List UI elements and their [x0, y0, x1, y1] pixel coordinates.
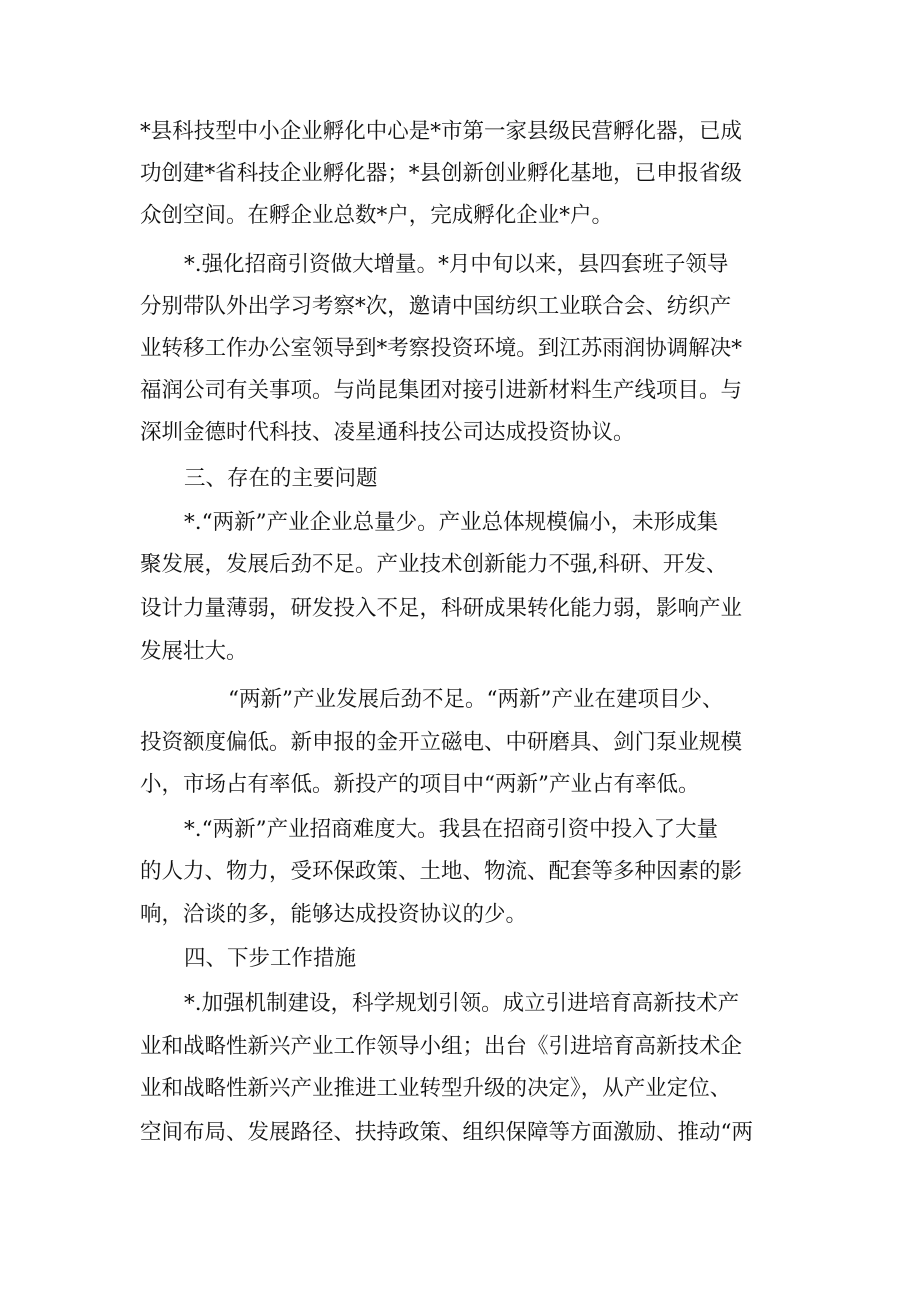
- text-line: 发展壮大。: [140, 639, 248, 664]
- text-line: 聚发展，发展后劲不足。产业技术创新能力不强,科研、开发、: [140, 552, 728, 577]
- text-line: 的人力、物力，受环保政策、土地、物流、配套等多种因素的影: [140, 859, 743, 884]
- text-line: *.“两新”产业企业总量少。产业总体规模偏小，未形成集: [184, 510, 719, 535]
- text-line: 业和战略性新兴产业推进工业转型升级的决定》，从产业定位、: [140, 1076, 732, 1101]
- text-line: 深圳金德时代科技、凌星通科技公司达成投资协议。: [140, 420, 635, 445]
- text-line: *.加强机制建设，科学规划引领。成立引进培育高新技术产: [184, 991, 740, 1016]
- text-line: *.“两新”产业招商难度大。我县在招商引资中投入了大量: [184, 817, 719, 842]
- text-line: 福润公司有关事项。与尚昆集团对接引进新材料生产线项目。与: [140, 378, 743, 403]
- text-line: 功创建*省科技企业孵化器；*县创新创业孵化基地，已申报省级: [140, 161, 743, 186]
- text-line: 众创空间。在孵企业总数*户，完成孵化企业*户。: [140, 203, 614, 228]
- text-line: 设计力量薄弱，研发投入不足，科研成果转化能力弱，影响产业: [140, 596, 743, 621]
- text-line: 空间布局、发展路径、扶持政策、组织保障等方面激励、推动“两: [140, 1120, 753, 1145]
- section-heading: 四、下步工作措施: [184, 946, 357, 971]
- text-line: 业转移工作办公室领导到*考察投资环境。到江苏雨润协调解决*: [140, 336, 743, 361]
- text-line: *县科技型中小企业孵化中心是*市第一家县级民营孵化器，已成: [140, 119, 743, 144]
- text-line: *.强化招商引资做大增量。*月中旬以来，县四套班子领导: [184, 252, 729, 277]
- text-line: 投资额度偏低。新申报的金开立磁电、中研磨具、剑门泵业规模: [140, 730, 743, 755]
- text-line: 业和战略性新兴产业工作领导小组；出台《引进培育高新技术企: [140, 1034, 743, 1059]
- text-line: “两新”产业发展后劲不足。“两新”产业在建项目少、: [228, 687, 724, 712]
- text-line: 小，市场占有率低。新投产的项目中“两新”产业占有率低。: [140, 772, 700, 797]
- section-heading: 三、存在的主要问题: [184, 466, 378, 491]
- text-line: 响，洽谈的多，能够达成投资协议的少。: [140, 902, 528, 927]
- text-line: 分别带队外出学习考察*次，邀请中国纺织工业联合会、纺织产: [140, 294, 732, 319]
